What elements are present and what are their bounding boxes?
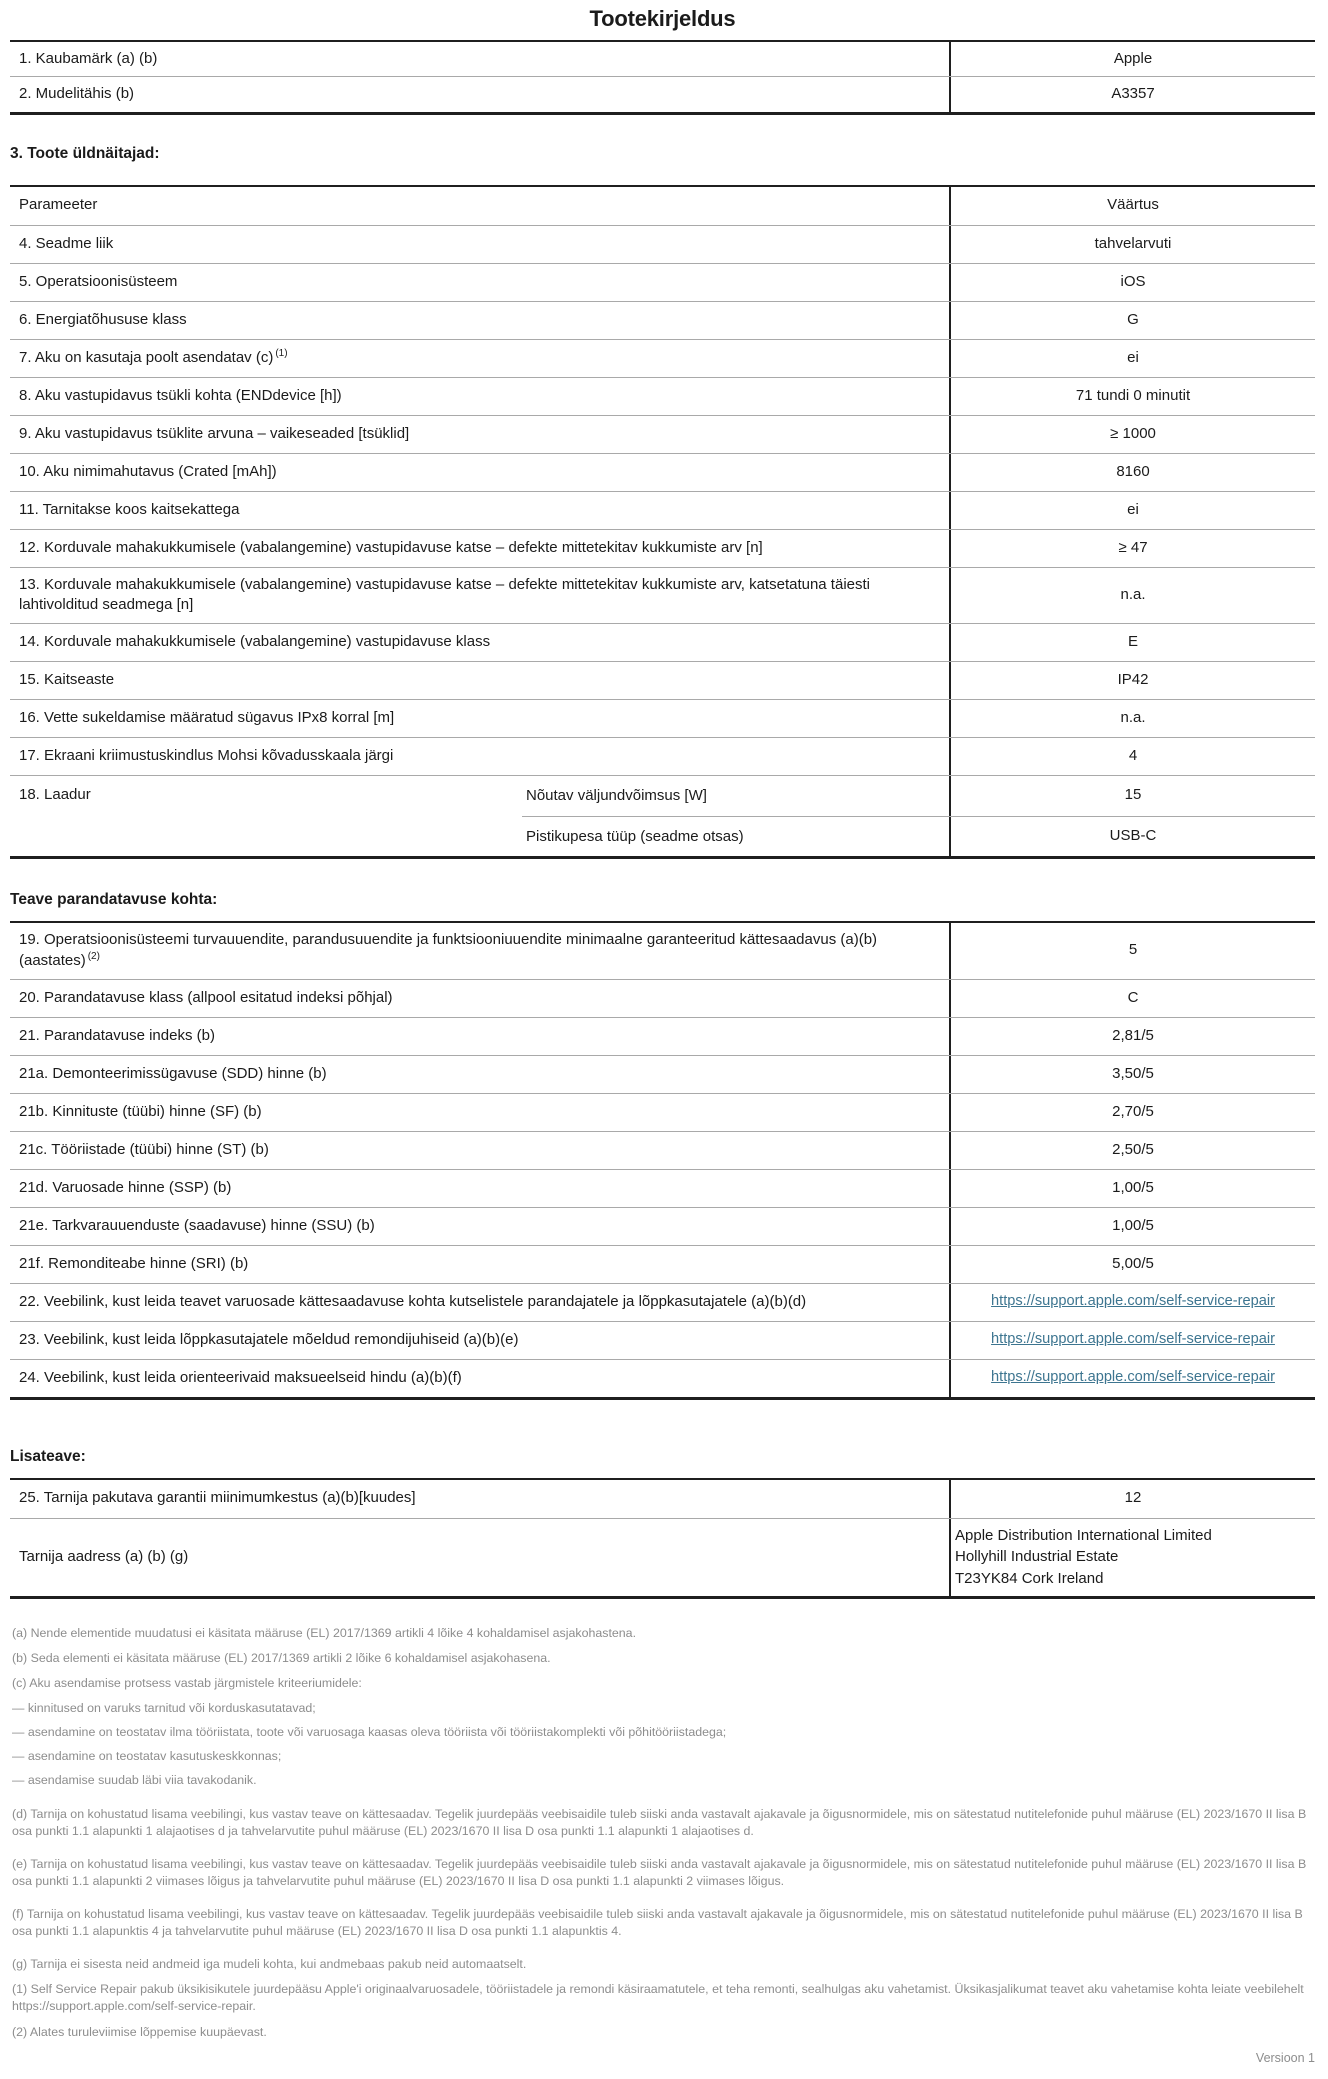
row-value: ≥ 1000 [949,416,1315,453]
table-row [10,453,1315,491]
table-row [10,1245,1315,1283]
address-line: T23YK84 Cork Ireland [955,1570,1104,1587]
row-value: 1,00/5 [949,1208,1315,1245]
footnote-bullet: — asendamise suudab läbi viia tavakodanik. [12,1773,257,1788]
row-label: 23. Veebilink, kust leida lõppkasutajatele mõeldud remondijuhiseid (a)(b)(e) [19,1330,519,1348]
table-row [10,1321,1315,1359]
row-label: 21. Parandatavuse indeks (b) [19,1026,215,1044]
table-row [10,377,1315,415]
address-line: Hollyhill Industrial Estate [955,1548,1119,1566]
table-row [10,76,1315,111]
address-line: Apple Distribution International Limited [955,1526,1212,1544]
footnote: (g) Tarnija ei sisesta neid andmeid iga mudeli kohta, kui andmebaas pakub neid automaatselt. [12,1957,527,1972]
table-row [10,623,1315,661]
footnote: (d) Tarnija on kohustatud lisama veebilingi, kus vastav teave on kättesaadav. Tegelik juurdepääs veebisaidile tuleb siiski anda vastavalt ajakavale ja õigusnormidele, mis on sätestatud nutitelefonide puhul määruse (EL) 2023/1670 II lisa B osa punkti 1.1 alapunkti 1 alajaotises d ja tahvelarvutite puhul määruse (EL) 2023/1670 II lisa D osa punkti 1.1 alapunkti 1 alajaotises d. [12,1806,1307,1838]
charger-sub-row [522,776,1315,816]
footnote: (f) Tarnija on kohustatud lisama veebilingi, kus vastav teave on kättesaadav. Tegelik juurdepääs veebisaidile tuleb siiski anda vastavalt ajakavale ja õigusnormidele, mis on sätestatud nutitelefonide puhul määruse (EL) 2023/1670 II lisa B osa punkti 1.1 alapunktis 4 ja tahvelarvutite puhul määruse (EL) 2023/1670 II lisa D osa punkti 1.1 alapunktis 4. [12,1906,1303,1939]
page-title: Tootekirjeldus [589,6,736,31]
table-row [10,1480,1315,1518]
row-label: 14. Korduvale mahakukkumisele (vabalangemine) vastupidavuse klass [19,632,491,650]
table-row [10,979,1315,1017]
repairability-table [10,921,1315,1400]
supplier-address-value [949,1519,1315,1596]
row-label: 21e. Tarkvarauuenduste (saadavuse) hinne (SSU) (b) [19,1216,375,1234]
row-label: 11. Tarnitakse koos kaitsekattega [19,500,240,518]
row-label: 24. Veebilink, kust leida orienteerivaid maksueelseid hindu (a)(b)(f) [19,1368,462,1386]
table-row [10,263,1315,301]
footnote-ref: (2) [87,951,100,962]
version-label: Versioon 1 [1255,2050,1315,2065]
footnote: (b) Seda elementi ei käsitata määruse (EL) 2017/1369 artikli 2 lõike 6 kohaldamisel asjakohasena. [12,1650,551,1665]
table-row [10,1017,1315,1055]
row-value [949,1360,1315,1397]
row-value: ≥ 47 [949,530,1315,567]
row-value: USB-C [949,817,1315,856]
table-row [10,42,1315,76]
row-label: 21d. Varuosade hinne (SSP) (b) [19,1178,232,1196]
section-heading-repairability: Teave parandatavuse kohta: [10,890,218,908]
footnote: (2) Alates turuleviimise lõppemise kuupäevast. [12,2024,267,2039]
footnote: (c) Aku asendamise protsess vastab järgmistele kriteeriumidele: [12,1675,362,1690]
table-row [10,1093,1315,1131]
row-value: G [949,302,1315,339]
repair-instructions-link[interactable]: https://support.apple.com/self-service-repair [991,1331,1275,1348]
charger-row [10,775,1315,856]
row-label: 5. Operatsioonisüsteem [19,272,178,290]
row-label-text: 19. Operatsioonisüsteemi turvauuendite, parandusuuendite ja funktsiooniuuendite minimaalne garanteeritud kättesaadavus (a)(b)(aastates) [19,930,878,969]
table-row [10,1055,1315,1093]
row-label: 21a. Demonteerimissügavuse (SDD) hinne (b) [19,1064,327,1082]
table-row [10,567,1315,623]
row-label: Tarnija aadress (a) (b) (g) [19,1548,189,1565]
row-value: 2,70/5 [949,1094,1315,1131]
footnote-bullet: — asendamine on teostatav kasutuskeskkonnas; [12,1749,282,1764]
table-row [10,1359,1315,1397]
row-value: iOS [949,264,1315,301]
table-row [10,415,1315,453]
footnote-bullet: — kinnitused on varuks tarnitud või korduskasutatavad; [12,1701,316,1716]
additional-info-table [10,1478,1315,1599]
pretax-prices-link[interactable]: https://support.apple.com/self-service-repair [991,1369,1275,1386]
table-row [10,923,1315,979]
row-value: ei [949,492,1315,529]
row-label: Nõutav väljundvõimsus [W] [526,787,707,804]
general-table [10,185,1315,859]
row-value: IP42 [949,662,1315,699]
supplier-address-row [10,1518,1315,1596]
row-value: 2,50/5 [949,1132,1315,1169]
table-row [10,1131,1315,1169]
row-label: 4. Seadme liik [19,234,114,252]
row-label: 20. Parandatavuse klass (allpool esitatud indeksi põhjal) [19,988,393,1006]
footnote: (a) Nende elementide muudatusi ei käsitata määruse (EL) 2017/1369 artikli 4 lõike 4 kohaldamisel asjakohastena. [12,1625,637,1640]
row-label [10,340,949,375]
row-value: 3,50/5 [949,1056,1315,1093]
table-row [10,661,1315,699]
table-row [10,339,1315,377]
row-value: 15 [949,776,1315,816]
table-row [10,529,1315,567]
section-heading-additional: Lisateave: [10,1447,86,1465]
row-value: C [949,980,1315,1017]
charger-sub-row [522,816,1315,856]
row-label [10,923,949,979]
row-label: 12. Korduvale mahakukkumisele (vabalangemine) vastupidavuse katse – defekte mittetekitav kukkumiste arv [n] [19,538,763,556]
footnote-bullet: — asendamine on teostatav ilma tööriistata, toote või varuosaga kaasas oleva tööriista või tööriistakomplekti või põhitööriistadega; [12,1725,727,1740]
footnote: (e) Tarnija on kohustatud lisama veebilingi, kus vastav teave on kättesaadav. Tegelik juurdepääs veebisaidile tuleb siiski anda vastavalt ajakavale ja õigusnormidele, mis on sätestatud nutitelefonide puhul määruse (EL) 2023/1670 II lisa B osa punkti 1.1 alapunkti 2 viimases lõigus ja tahvelarvutite puhul määruse (EL) 2023/1670 II lisa D osa punkti 1.1 alapunkti 2 viimases lõigus. [12,1856,1307,1888]
table-row [10,1283,1315,1321]
row-label: 25. Tarnija pakutava garantii miinimumkestus (a)(b)[kuudes] [19,1489,416,1507]
table-header-row [10,187,1315,225]
table-row [10,699,1315,737]
table-row [10,301,1315,339]
table-row [10,737,1315,775]
section-heading-general: 3. Toote üldnäitajad: [10,144,160,162]
identification-table [10,40,1315,115]
row-value: n.a. [949,568,1315,623]
row-label-text: 7. Aku on kasutaja poolt asendatav (c) [19,349,274,367]
row-label: Pistikupesa tüüp (seadme otsas) [526,827,744,845]
row-label: 21c. Tööriistade (tüübi) hinne (ST) (b) [19,1140,269,1158]
table-row [10,1207,1315,1245]
row-value: ei [949,340,1315,377]
row-label: 21b. Kinnituste (tüübi) hinne (SF) (b) [19,1102,262,1120]
footnote-ref: (1) [275,348,288,360]
footnote: (1) Self Service Repair pakub üksikisikutele juurdepääsu Apple'i originaalvaruosadele, tööriistadele ja remondi käsiraamatutele, et teha remonti, sealhulgas aku vahetamist. Üksikasjalikumat teavet aku vahetamise kohta leiate veebilehelt https://support.apple.com/self-service-repair. [12,1982,1304,2014]
row-value: 5 [949,923,1315,979]
row-value: E [949,624,1315,661]
column-header-parameter: Parameeter [19,196,98,214]
row-label: 22. Veebilink, kust leida teavet varuosade kättesaadavuse kohta kutselistele parandajatele ja lõppkasutajatele (a)(b)(d) [19,1292,807,1310]
row-label: 10. Aku nimimahutavus (Crated [mAh]) [19,462,277,480]
row-label: 2. Mudelitähis (b) [19,85,135,103]
row-value: n.a. [949,700,1315,737]
spare-parts-availability-link[interactable]: https://support.apple.com/self-service-repair [991,1293,1275,1310]
row-label: 1. Kaubamärk (a) (b) [19,50,158,67]
row-label: 8. Aku vastupidavus tsükli kohta (ENDdevice [h]) [19,386,342,404]
charger-sub-table [522,776,1315,856]
row-value: tahvelarvuti [949,226,1315,263]
row-value: Apple [949,42,1315,76]
row-label: 18. Laadur [19,785,91,803]
row-value [949,1284,1315,1321]
row-label: 6. Energiatõhususe klass [19,310,187,328]
row-value [949,1322,1315,1359]
footnotes-block [10,1625,1315,2041]
table-row [10,225,1315,263]
row-value: 71 tundi 0 minutit [949,378,1315,415]
row-label: 16. Vette sukeldamise määratud sügavus IPx8 korral [m] [19,708,395,726]
row-value: 8160 [949,454,1315,491]
row-label: 9. Aku vastupidavus tsüklite arvuna – vaikeseaded [tsüklid] [19,424,410,442]
row-label: 15. Kaitseaste [19,670,115,688]
row-value: 1,00/5 [949,1170,1315,1207]
row-label: 17. Ekraani kriimustuskindlus Mohsi kõvadusskaala järgi [19,746,394,764]
row-value: 2,81/5 [949,1018,1315,1055]
row-value: 12 [949,1480,1315,1518]
row-value: 4 [949,738,1315,775]
table-row [10,1169,1315,1207]
row-value: 5,00/5 [949,1246,1315,1283]
table-row [10,491,1315,529]
column-header-value: Väärtus [949,187,1315,225]
row-value: A3357 [949,77,1315,111]
row-label: 13. Korduvale mahakukkumisele (vabalangemine) vastupidavuse katse – defekte mittetekitav kukkumiste arv, katsetatuna täiesti lahtivolditud seadmega [n] [19,575,870,613]
row-label: 21f. Remonditeabe hinne (SRI) (b) [19,1254,249,1272]
